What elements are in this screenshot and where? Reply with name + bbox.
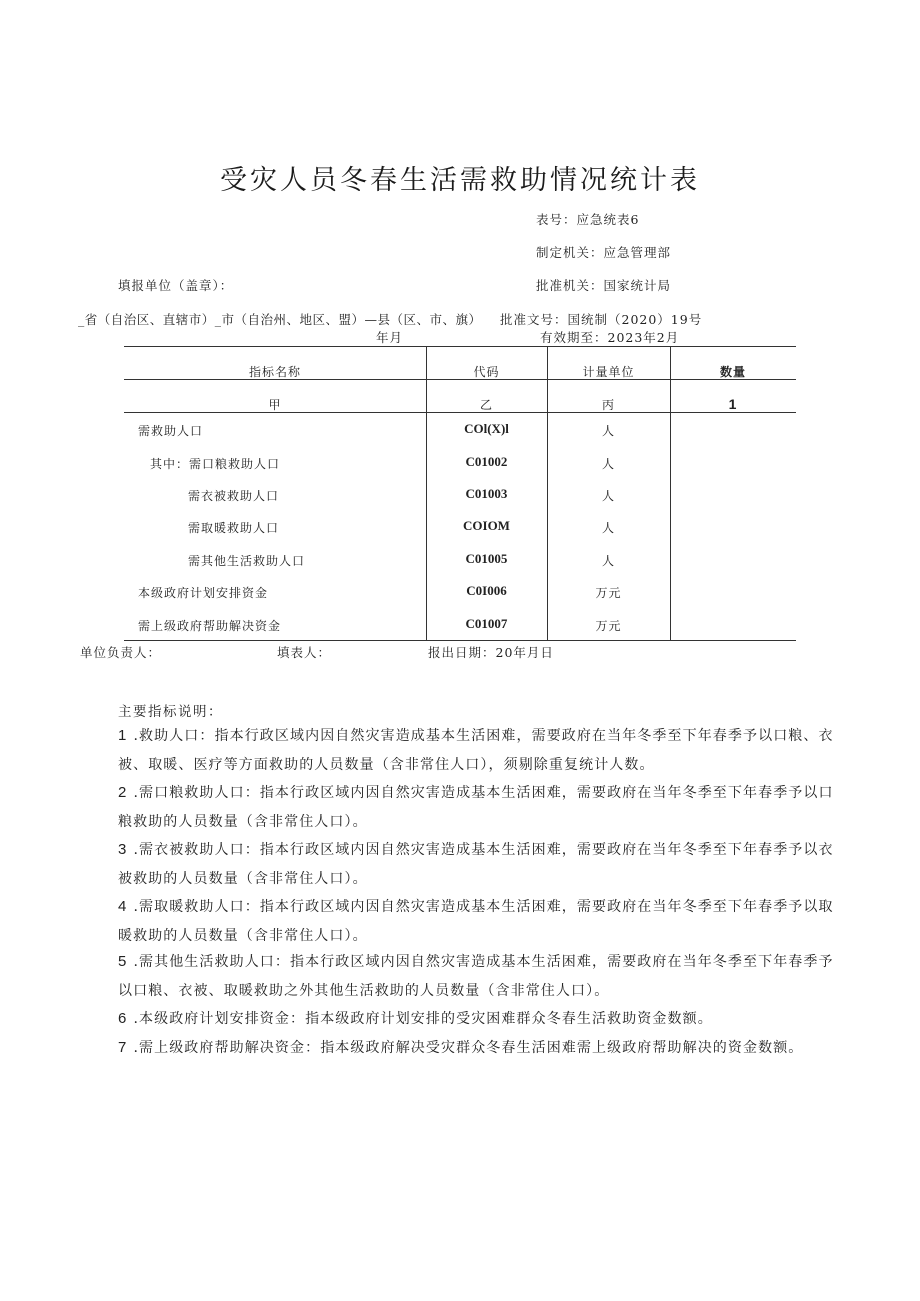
approval-document: 批准文号：国统制（2020）19号 [500, 312, 703, 327]
table-row-unit: 万元 [595, 586, 622, 600]
report-date-label: 报出日期：20年月日 [428, 645, 554, 660]
col-header-indicator: 指标名称 [248, 365, 301, 379]
note-text: .救助人口：指本行政区域内因自然灾害造成基本生活困难，需要政府在当年冬季至下年春季予以口粮、衣被、取暖、医疗等方面救助的人员数量（含非常住人口），须剔除重复统计人数。 [118, 728, 834, 773]
index-cell: 1 [728, 396, 738, 412]
issuing-authority: 制定机关：应急管理部 [536, 245, 672, 260]
table-row-code: C01002 [465, 454, 508, 469]
year-month-label: 年月 [376, 330, 404, 345]
table-top-border [124, 346, 796, 347]
note-item [118, 1033, 840, 1063]
table-bottom-border [124, 640, 796, 641]
valid-until: 有效期至：2023年2月 [540, 330, 680, 345]
page-title: 受灾人员冬春生活需救助情况统计表 [220, 165, 700, 196]
note-text: .本级政府计划安排资金：指本级政府计划安排的受灾困难群众冬春生活救助资金数额。 [133, 1011, 713, 1027]
table-row-unit: 人 [601, 489, 615, 503]
region-line: _省（自治区、直辖市）_市（自治州、地区、盟）—县（区、市、旗） [78, 312, 482, 327]
note-text: .需上级政府帮助解决资金：指本级政府解决受灾群众冬春生活困难需上级政府帮助解决的资金数额。 [133, 1040, 804, 1056]
approving-authority: 批准机关：国家统计局 [536, 278, 672, 293]
fill-unit-label: 填报单位（盖章）： [118, 278, 234, 293]
index-cell: 丙 [601, 398, 615, 412]
note-number: 5 [118, 953, 128, 970]
note-item [118, 947, 840, 1006]
notes-heading: 主要指标说明： [118, 704, 223, 720]
table-row-unit: 人 [601, 521, 615, 535]
note-text: .需取暖救助人口：指本行政区域内因自然灾害造成基本生活困难，需要政府在当年冬季至下年春季予以取暖救助的人员数量（含非常住人口）。 [118, 899, 834, 944]
table-row-name: 需取暖救助人口 [188, 521, 280, 535]
index-cell: 甲 [268, 398, 282, 412]
table-row-name: 需衣被救助人口 [188, 489, 280, 503]
note-number: 3 [118, 841, 128, 858]
note-number: 2 [118, 784, 128, 801]
table-row-code: C01003 [465, 486, 508, 501]
table-row-name: 需救助人口 [138, 424, 204, 438]
table-row-name: 需其他生活救助人口 [188, 554, 306, 568]
note-text: .需口粮救助人口：指本行政区域内因自然灾害造成基本生活困难，需要政府在当年冬季至下年春季予以口粮救助的人员数量（含非常住人口）。 [118, 785, 834, 830]
table-row-code: COIOM [463, 518, 510, 533]
note-item [118, 778, 840, 837]
table-row-code: C0I006 [466, 583, 507, 598]
table-col-divider [670, 346, 671, 640]
table-row-name: 本级政府计划安排资金 [138, 586, 269, 600]
table-row-unit: 人 [601, 457, 615, 471]
note-number: 7 [118, 1039, 128, 1056]
filler-label: 填表人： [277, 645, 332, 660]
table-row-code: C01007 [465, 616, 508, 631]
table-row-unit: 人 [601, 554, 615, 568]
table-row-name: 需上级政府帮助解决资金 [138, 619, 282, 633]
table-row-name: 其中：需口粮救助人口 [150, 457, 281, 471]
col-header-quantity: 数量 [719, 365, 746, 379]
table-row-unit: 万元 [595, 619, 622, 633]
note-number: 1 [118, 727, 128, 744]
note-item [118, 835, 840, 894]
note-text: .需衣被救助人口：指本行政区域内因自然灾害造成基本生活困难，需要政府在当年冬季至下年春季予以衣被救助的人员数量（含非常住人口）。 [118, 842, 834, 887]
index-cell: 乙 [479, 398, 493, 412]
responsible-person-label: 单位负责人： [80, 645, 162, 660]
table-row-unit: 人 [601, 424, 615, 438]
note-item [118, 721, 840, 780]
table-row-code: C01005 [465, 551, 508, 566]
note-number: 4 [118, 898, 128, 915]
col-header-code: 代码 [473, 365, 500, 379]
col-header-unit: 计量单位 [582, 365, 635, 379]
note-number: 6 [118, 1010, 128, 1027]
note-text: .需其他生活救助人口：指本行政区域内因自然灾害造成基本生活困难，需要政府在当年冬季至下年春季予以口粮、衣被、取暖救助之外其他生活救助的人员数量（含非常住人口）。 [118, 954, 834, 999]
note-item [118, 892, 840, 951]
form-number: 表号：应急统表6 [536, 212, 640, 227]
table-row-code: COl(X)l [464, 421, 509, 436]
note-item [118, 1004, 840, 1034]
